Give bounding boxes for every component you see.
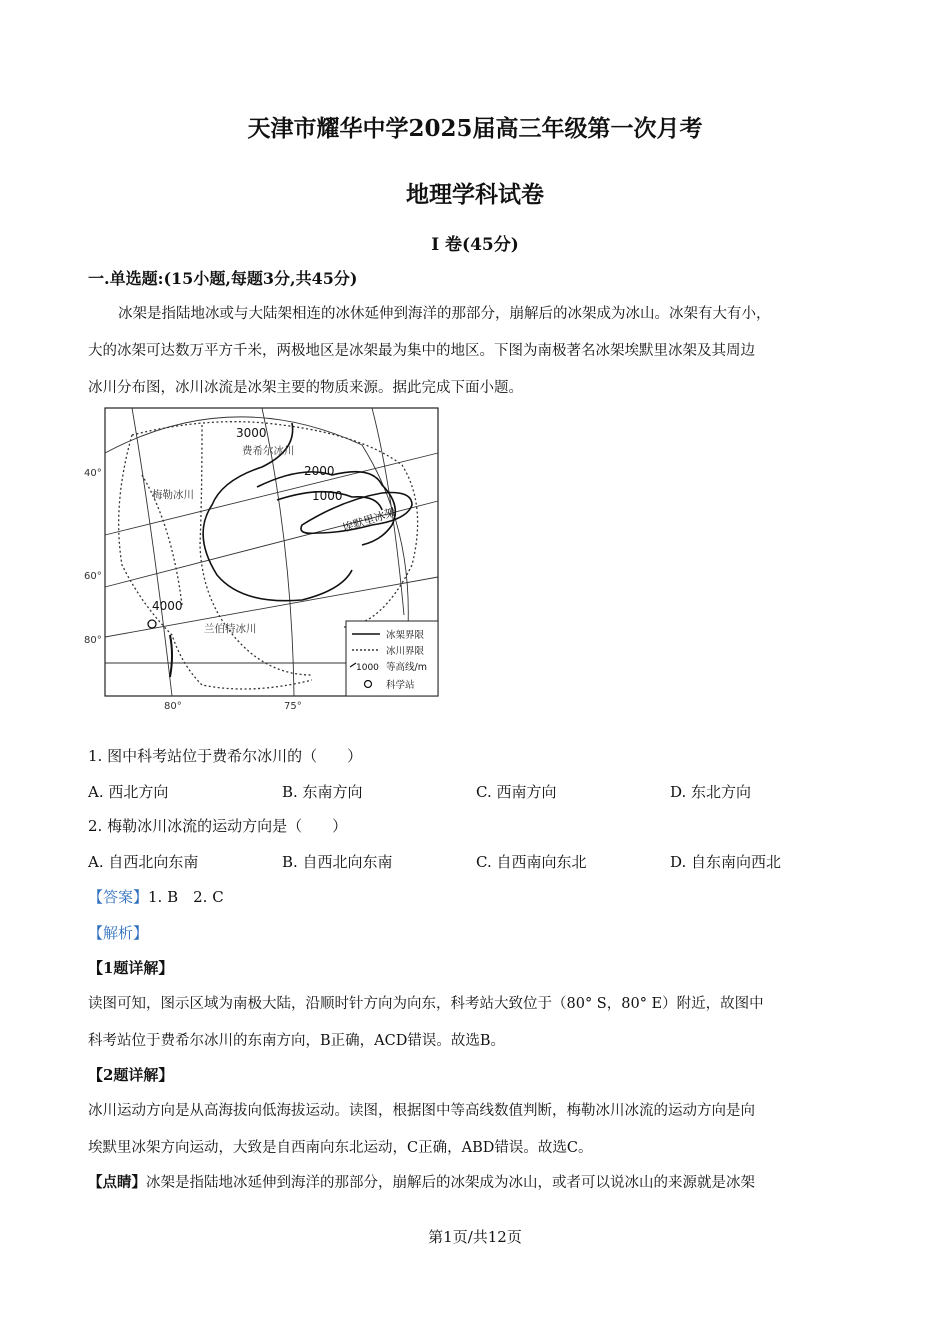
legend-glacier: 冰川界限 — [386, 646, 425, 657]
volume-title: Ⅰ 卷(45分) — [431, 235, 519, 255]
lat-label-40: 40° — [84, 468, 102, 479]
lat-label-80: 80° — [84, 635, 102, 646]
q2-option-b: B. 自西北向东南 — [282, 853, 393, 871]
q1-option-b: B. 东南方向 — [282, 783, 363, 801]
tip-label: 【点睛】 — [88, 1174, 146, 1191]
page-number: 第1页/共12页 — [428, 1228, 522, 1246]
legend-ice-shelf: 冰架界限 — [386, 630, 425, 641]
subject-title: 地理学科试卷 — [406, 181, 544, 208]
q2-option-d: D. 自东南向西北 — [670, 853, 782, 871]
label-lambert-glacier: 兰伯特冰川 — [204, 623, 257, 635]
q1-option-a: A. 西北方向 — [88, 783, 169, 801]
q2-detail-line-2: 埃默里冰架方向运动，大致是自西南向东北运动，C正确，ABD错误。故选C。 — [88, 1140, 593, 1156]
q1-detail-heading: 【1题详解】 — [88, 959, 174, 977]
section-heading: 一.单选题:(15小题,每题3分,共45分) — [88, 269, 358, 288]
q2-detail-line-1: 冰川运动方向是从高海拔向低海拔运动。读图，根据图中等高线数值判断，梅勒冰川冰流的运动方向是向 — [88, 1103, 755, 1119]
label-emery-ice-shelf: 埃默里冰架 — [340, 505, 398, 535]
label-fisher-glacier: 费希尔冰川 — [242, 445, 295, 457]
answer-text: 1. B 2. C — [148, 888, 224, 906]
answer-row — [88, 886, 224, 907]
intro-line-3: 冰川分布图，冰川冰流是冰架主要的物质来源。据此完成下面小题。 — [88, 380, 523, 396]
q1-option-d: D. 东北方向 — [670, 783, 752, 801]
q1-detail-line-1: 读图可知，图示区域为南极大陆，沿顺时针方向为向东，科考站大致位于（80° S，80° E）附近，故图中 — [88, 996, 764, 1012]
tip-text: 冰架是指陆地冰延伸到海洋的那部分，崩解后的冰架成为冰山，或者可以说冰山的来源就是冰架 — [146, 1175, 755, 1191]
analysis-label: 【解析】 — [88, 924, 149, 942]
q2-option-a: A. 自西北向东南 — [88, 853, 199, 871]
q2-detail-heading: 【2题详解】 — [88, 1066, 174, 1084]
q1-option-c: C. 西南方向 — [476, 783, 557, 801]
legend-station: 科学站 — [386, 680, 415, 691]
contour-4000: 4000 — [152, 599, 183, 613]
lon-label-75: 75° — [284, 701, 302, 712]
intro-line-1: 冰架是指陆地冰或与大陆架相连的冰休延伸到海洋的那部分，崩解后的冰架成为冰山。冰架有大有小， — [118, 306, 771, 322]
tip-row — [88, 1171, 755, 1192]
emery-ice-shelf-map — [82, 405, 444, 717]
intro-line-2: 大的冰架可达数万平方千米，两极地区是冰架最为集中的地区。下图为南极著名冰架埃默里冰架及其周边 — [88, 343, 755, 359]
exam-title: 天津市耀华中学2025届高三年级第一次月考 — [247, 115, 703, 142]
lon-label-80: 80° — [164, 701, 182, 712]
legend-contour-sample: 1000 — [356, 663, 379, 673]
map-legend — [346, 621, 438, 696]
q1-detail-line-2: 科考站位于费希尔冰川的东南方向，B正确，ACD错误。故选B。 — [88, 1033, 506, 1049]
contour-3000: 3000 — [236, 426, 267, 440]
q2-option-c: C. 自西南向东北 — [476, 853, 587, 871]
question-2-stem: 2. 梅勒冰川冰流的运动方向是（ ） — [88, 817, 348, 835]
station-marker — [148, 620, 156, 628]
question-1-stem: 1. 图中科考站位于费希尔冰川的（ ） — [88, 747, 363, 765]
label-mellor-glacier: 梅勒冰川 — [152, 489, 194, 501]
lat-label-60: 60° — [84, 571, 102, 582]
contour-1000: 1000 — [312, 489, 343, 503]
answer-label: 【答案】 — [88, 888, 149, 906]
contour-2000: 2000 — [304, 464, 335, 478]
legend-contour: 等高线/m — [386, 662, 427, 673]
